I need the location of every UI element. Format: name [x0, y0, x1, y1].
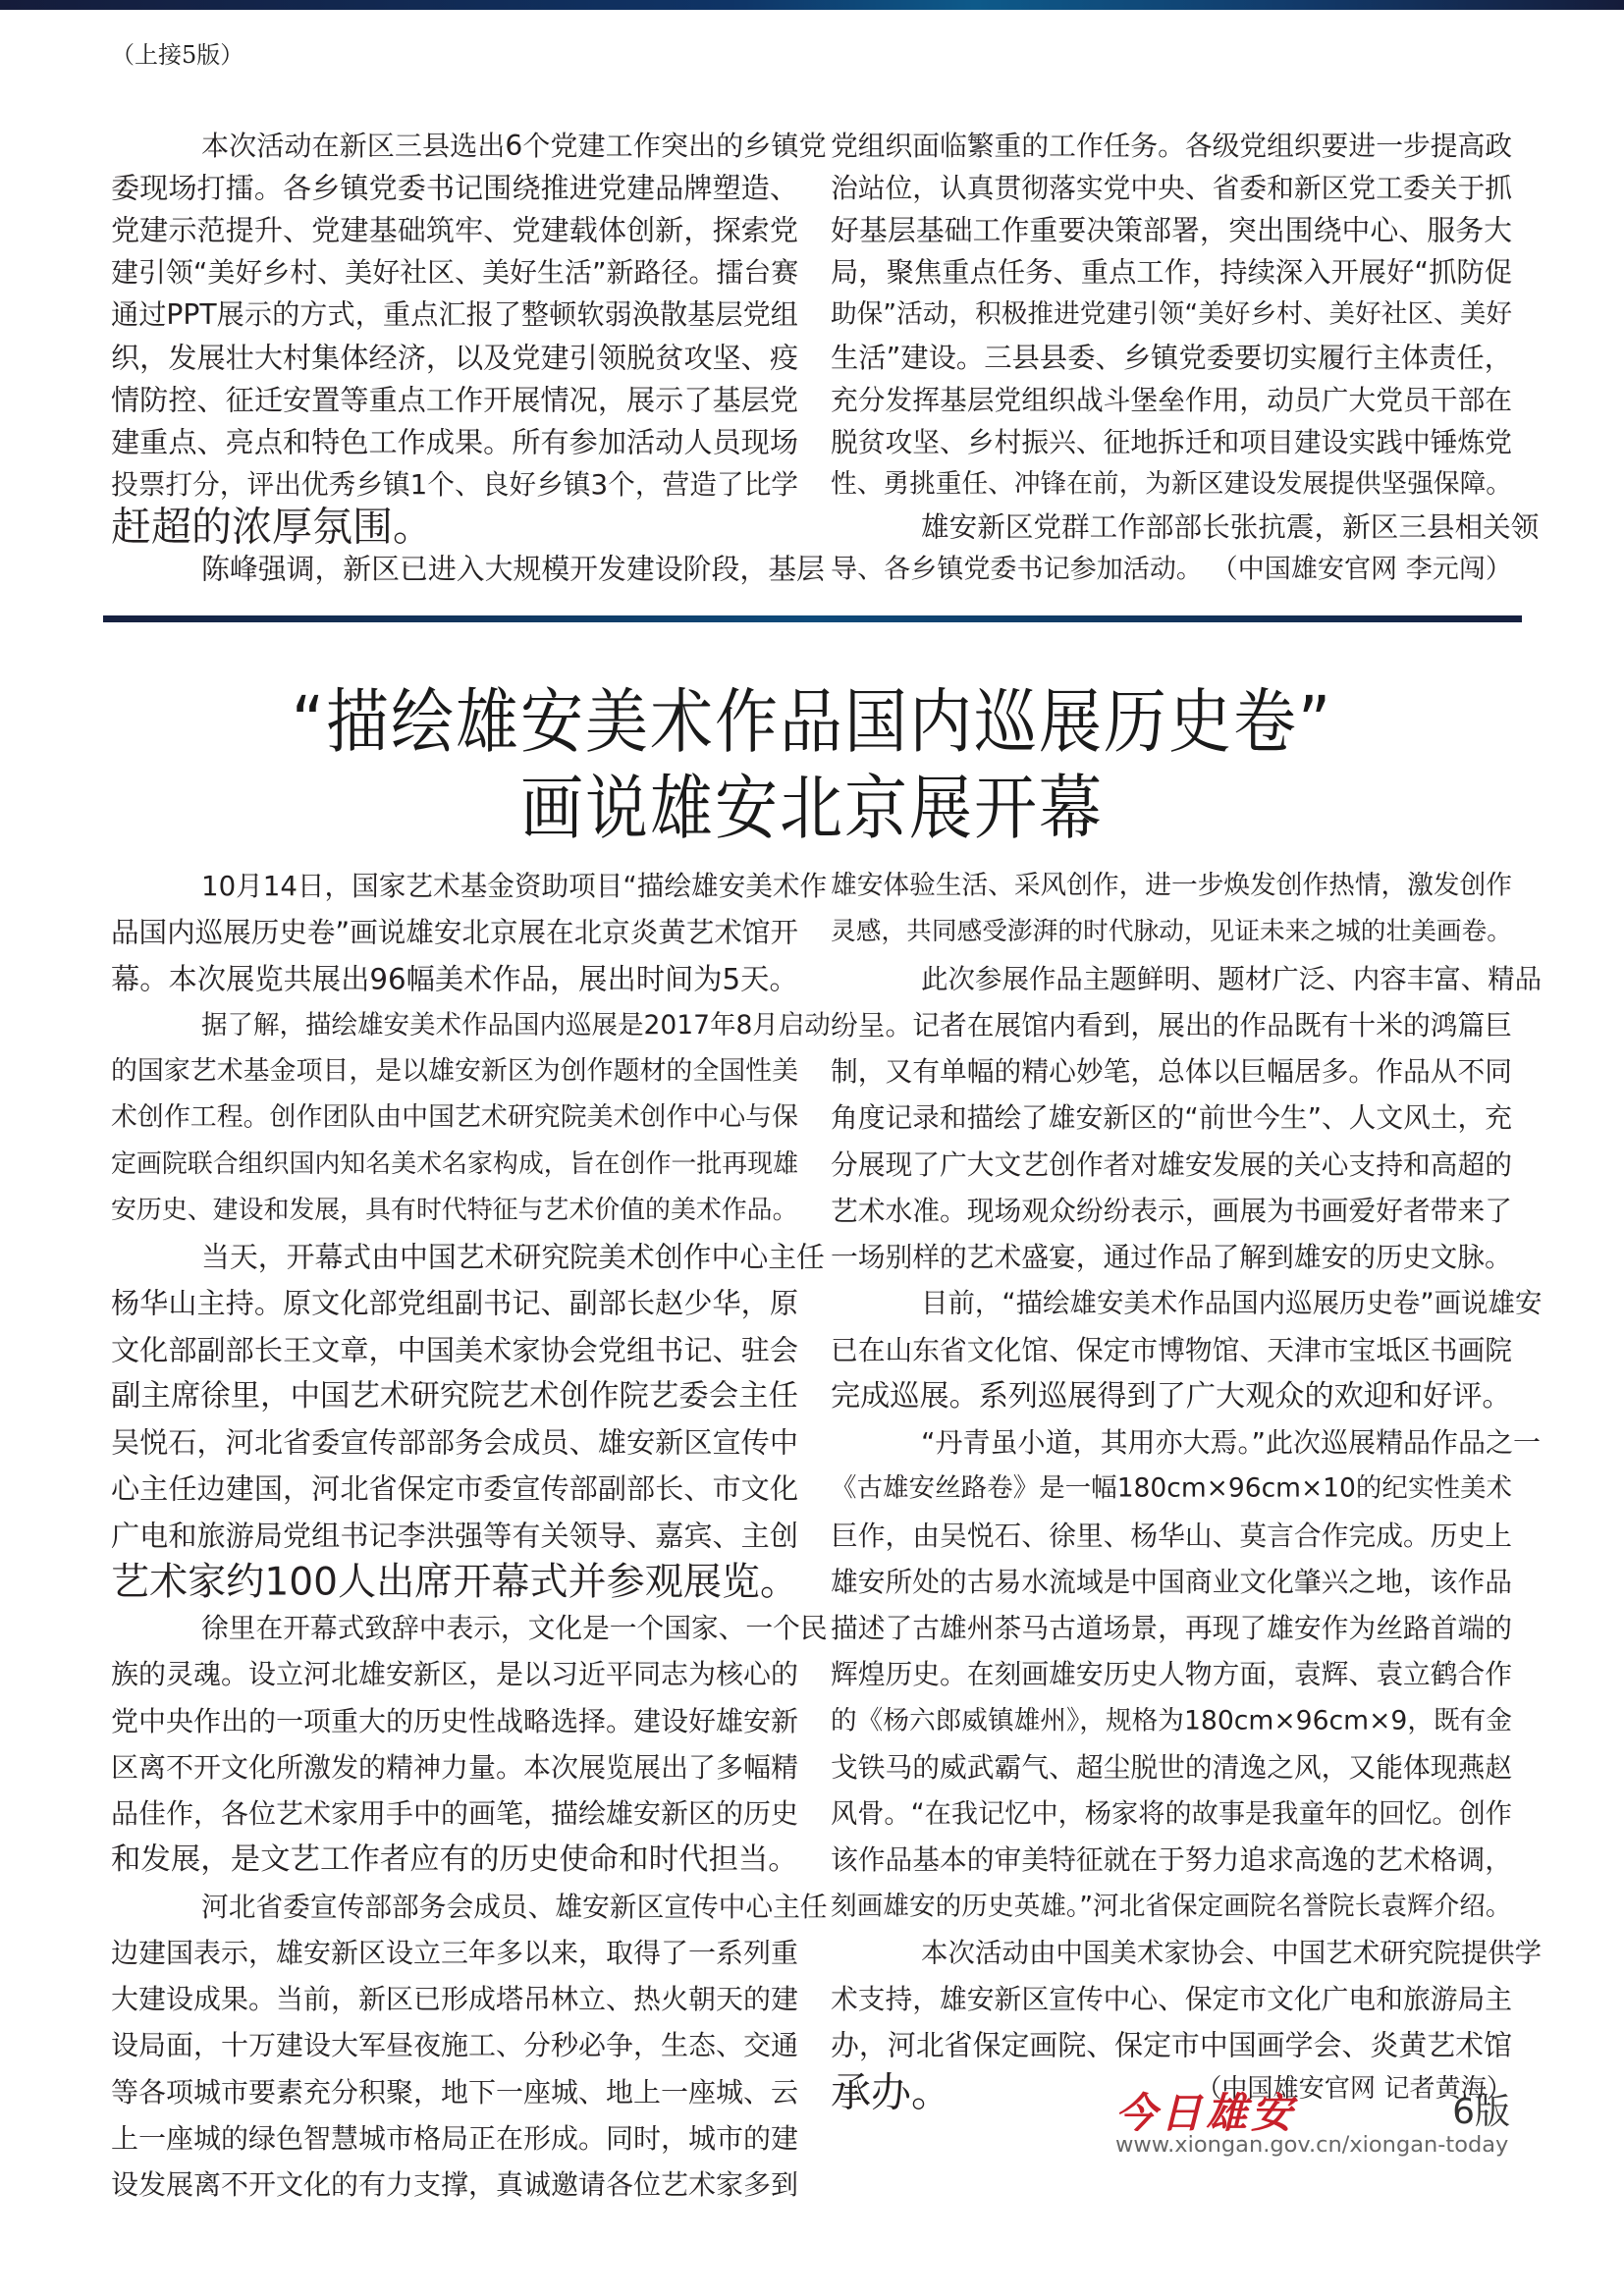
text-line: 雄安新区党群工作部部长张抗震，新区三县相关领: [921, 509, 1540, 544]
text-line: 描述了古雄州茶马古道场景，再现了雄安作为丝路首端的: [831, 1612, 1512, 1645]
text-line: 据了解，描绘雄安美术作品国内巡展是2017年8月启动: [201, 1009, 831, 1041]
text-line: 边建国表示，雄安新区设立三年多以来，取得了一系列重: [111, 1936, 799, 1969]
text-line: 情防控、征迁安置等重点工作开展情况，展示了基层党: [111, 383, 798, 417]
text-line: 一场别样的艺术盛宴，通过作品了解到雄安的历史文脉。: [831, 1241, 1512, 1274]
text-line: 安历史、建设和发展，具有时代特征与艺术价值的美术作品。: [111, 1195, 798, 1225]
text-line: 生活”建设。三县县委、乡镇党委要切实履行主体责任，: [831, 341, 1512, 374]
text-line: 品国内巡展历史卷”画说雄安北京展在北京炎黄艺术馆开: [111, 915, 798, 949]
headline-line-2: 画说雄安北京展开幕: [520, 769, 1104, 851]
text-line: 艺术家约100人出席开幕式并参观展览。: [111, 1560, 799, 1605]
continued-from-label: （上接5版）: [111, 41, 244, 69]
text-line: 局，聚焦重点任务、重点工作，持续深入开展好“抓防促: [831, 256, 1512, 290]
text-line: 赶超的浓厚氛围。: [111, 503, 433, 551]
text-line: 刻画雄安的历史英雄。”河北省保定画院名誉院长袁辉介绍。: [831, 1891, 1512, 1922]
text-line: 雄安所处的古易水流域是中国商业文化肇兴之地，该作品: [831, 1565, 1512, 1598]
text-line: 助保”活动，积极推进党建引领“美好乡村、美好社区、美好: [831, 299, 1513, 331]
text-line: 品佳作，各位艺术家用手中的画笔，描绘雄安新区的历史: [111, 1797, 799, 1830]
text-line: 副主席徐里，中国艺术研究院艺术创作院艺委会主任: [111, 1378, 798, 1414]
text-line: 性、勇挑重任、冲锋在前，为新区建设发展提供坚强保障。: [831, 468, 1512, 500]
text-line: 脱贫攻坚、乡村振兴、征地拆迁和项目建设实践中锤炼党: [831, 425, 1512, 458]
text-line: 辉煌历史。在刻画雄安历史人物方面，袁辉、袁立鹤合作: [831, 1658, 1512, 1691]
text-line: 制，又有单幅的精心妙笔，总体以巨幅居多。作品从不同: [831, 1055, 1512, 1089]
headline-line-1: “描绘雄安美术作品国内巡展历史卷”: [291, 682, 1333, 765]
text-line: 灵感，共同感受澎湃的时代脉动，见证未来之城的壮美画卷。: [831, 917, 1512, 947]
text-line: 治站位，认真贯彻落实党中央、省委和新区党工委关于抓: [831, 172, 1512, 205]
text-line: 上一座城的绿色智慧城市格局正在形成。同时，城市的建: [111, 2121, 799, 2155]
footer-url[interactable]: www.xiongan.gov.cn/xiongan-today: [1115, 2132, 1509, 2158]
text-line: 党建示范提升、党建基础筑牢、党建载体创新，探索党: [111, 213, 798, 247]
text-line: 导、各乡镇党委书记参加活动。 （中国雄安官网 李元闯）: [831, 554, 1512, 585]
text-line: 完成巡展。系列巡展得到了广大观众的欢迎和好评。: [831, 1378, 1512, 1414]
text-line: 和发展，是文艺工作者应有的历史使命和时代担当。: [111, 1842, 798, 1878]
text-line: 大建设成果。当前，新区已形成塔吊林立、热火朝天的建: [111, 1983, 799, 2015]
text-line: 文化部副部长王文章，中国美术家协会党组书记、驻会: [111, 1332, 798, 1366]
text-line: 本次活动在新区三县选出6个党建工作突出的乡镇党: [201, 129, 827, 162]
text-line: 心主任边建国，河北省保定市委宣传部副部长、市文化: [111, 1471, 798, 1506]
text-line: 术支持，雄安新区宣传中心、保定市文化广电和旅游局主: [831, 1983, 1512, 2016]
text-line: “丹青虽小道，其用亦大焉。”此次巡展精品作品之一: [921, 1426, 1542, 1459]
section-divider: [103, 615, 1522, 622]
text-line: 术创作工程。创作团队由中国艺术研究院美术创作中心与保: [111, 1101, 798, 1133]
text-line: 织，发展壮大村集体经济，以及党建引领脱贫攻坚、疫: [111, 340, 798, 374]
text-line: 陈峰强调，新区已进入大规模开发建设阶段，基层: [201, 552, 825, 586]
text-line: 办，河北省保定画院、保定市中国画学会、炎黄艺术馆: [831, 2028, 1512, 2062]
text-line: 设发展离不开文化的有力支撑，真诚邀请各位艺术家多到: [111, 2168, 799, 2201]
text-line: 广电和旅游局党组书记李洪强等有关领导、嘉宾、主创: [111, 1518, 798, 1552]
text-line: 徐里在开幕式致辞中表示，文化是一个国家、一个民: [201, 1612, 828, 1645]
text-line: 建重点、亮点和特色工作成果。所有参加活动人员现场: [111, 425, 798, 459]
text-line: 党中央作出的一项重大的历史性战略选择。建设好雄安新: [111, 1704, 799, 1737]
byline-text: （中国雄安官网 记者黄海）: [1196, 2073, 1512, 2104]
text-line: 《古雄安丝路卷》是一幅180cm×96cm×10的纪实性美术: [831, 1472, 1512, 1504]
text-line: 杨华山主持。原文化部党组副书记、副部长赵少华，原: [111, 1286, 798, 1320]
text-line: 投票打分，评出优秀乡镇1个、良好乡镇3个，营造了比学: [111, 467, 798, 501]
text-line: 的《杨六郎威镇雄州》，规格为180cm×96cm×9，既有金: [831, 1705, 1512, 1736]
text-line: 等各项城市要素充分积聚，地下一座城、地上一座城、云: [111, 2075, 799, 2109]
text-line: 纷呈。记者在展馆内看到，展出的作品既有十米的鸿篇巨: [831, 1008, 1512, 1041]
text-line: 目前，“描绘雄安美术作品国内巡展历史卷”画说雄安: [921, 1288, 1543, 1319]
text-line: 戈铁马的威武霸气、超尘脱世的清逸之风，又能体现燕赵: [831, 1750, 1512, 1784]
text-line: 角度记录和描绘了雄安新区的“前世今生”、人文风土，充: [831, 1101, 1512, 1135]
text-line: 区离不开文化所激发的精神力量。本次展览展出了多幅精: [111, 1750, 799, 1784]
text-line: 10月14日，国家艺术基金资助项目“描绘雄安美术作: [201, 870, 828, 903]
text-line: 好基层基础工作重要决策部署，突出围绕中心、服务大: [831, 213, 1512, 247]
text-line: 该作品基本的审美特征就在于努力追求高逸的艺术格调，: [831, 1843, 1512, 1877]
top-color-bar: [0, 0, 1624, 10]
text-line: 巨作，由吴悦石、徐里、杨华山、莫言合作完成。历史上: [831, 1519, 1512, 1552]
text-line: 当天，开幕式由中国艺术研究院美术创作中心主任: [201, 1240, 825, 1274]
text-line: 委现场打擂。各乡镇党委书记围绕推进党建品牌塑造、: [111, 171, 798, 205]
text-line: 本次活动由中国美术家协会、中国艺术研究院提供学: [921, 1937, 1543, 1969]
newspaper-logo: 今日雄安: [1115, 2089, 1297, 2137]
text-line: 吴悦石，河北省委宣传部部务会成员、雄安新区宣传中: [111, 1425, 798, 1460]
text-line: 河北省委宣传部部务会成员、雄安新区宣传中心主任: [201, 1890, 828, 1923]
text-line: 族的灵魂。设立河北雄安新区，是以习近平同志为核心的: [111, 1658, 799, 1691]
text-line: 分展现了广大文艺创作者对雄安发展的关心支持和高超的: [831, 1148, 1512, 1181]
text-line: 幕。本次展览共展出96幅美术作品，展出时间为5天。: [111, 961, 798, 995]
text-line: 党组织面临繁重的工作任务。各级党组织要进一步提高政: [831, 130, 1512, 163]
text-line: 充分发挥基层党组织战斗堡垒作用，动员广大党员干部在: [831, 383, 1512, 416]
text-line: 承办。: [831, 2068, 951, 2115]
text-line: 定画院联合组织国内知名美术名家构成，旨在创作一批再现雄: [111, 1148, 798, 1179]
text-line: 此次参展作品主题鲜明、题材广泛、内容丰富、精品: [921, 962, 1543, 994]
text-line: 设局面，十万建设大军昼夜施工、分秒必争，生态、交通: [111, 2029, 799, 2062]
text-line: 的国家艺术基金项目，是以雄安新区为创作题材的全国性美: [111, 1055, 798, 1087]
text-line: 建引领“美好乡村、美好社区、美好生活”新路径。擂台赛: [111, 256, 799, 290]
text-line: 通过PPT展示的方式，重点汇报了整顿软弱涣散基层党组: [111, 298, 798, 332]
text-line: 雄安体验生活、采风创作，进一步焕发创作热情，激发创作: [831, 870, 1512, 901]
text-line: 艺术水准。现场观众纷纷表示，画展为书画爱好者带来了: [831, 1194, 1512, 1227]
page-number: 6版: [1452, 2092, 1510, 2132]
text-line: 风骨。“在我记忆中，杨家将的故事是我童年的回忆。创作: [831, 1798, 1512, 1830]
text-line: 已在山东省文化馆、保定市博物馆、天津市宝坻区书画院: [831, 1333, 1512, 1366]
